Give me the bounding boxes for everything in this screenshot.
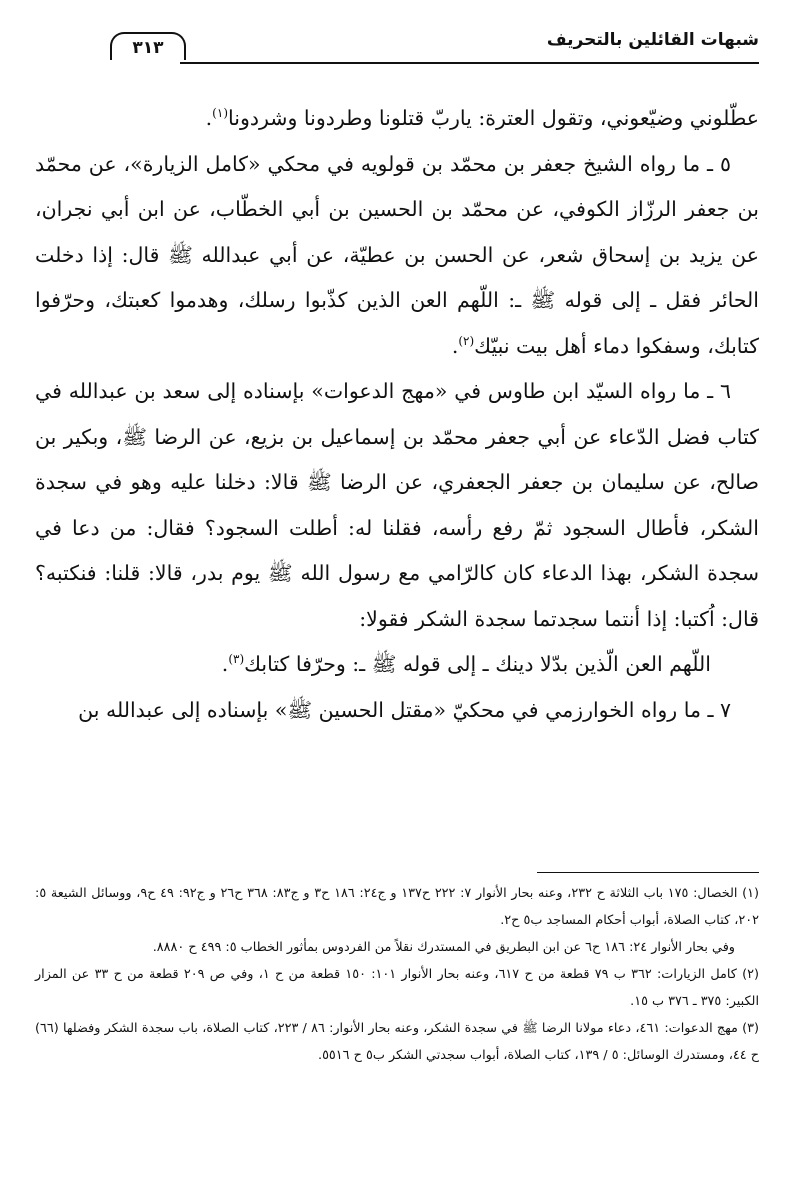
paragraph-1-text: عطّلوني وضيّعوني، وتقول العترة: ياربّ قتلونا وطردونا وشردونا xyxy=(228,106,759,130)
footnotes xyxy=(35,880,759,1069)
footnote-1-continuation: وفي بحار الأنوار ٢٤: ١٨٦ ح٦ عن ابن البطريق في المستدرك نقلاً من الفردوس بمأثور الخطاب ٥: ٤٩٩ ح ٨٨٨٠. xyxy=(152,940,735,955)
paragraph-1-end: . xyxy=(205,106,213,130)
paragraph-4-end: . xyxy=(221,652,229,676)
footnote-ref-1[interactable]: (١) xyxy=(212,106,228,121)
running-title: شبهات القائلين بالتحريف xyxy=(546,30,759,50)
running-header xyxy=(110,28,759,66)
paragraph-5: ٧ ـ ما رواه الخوارزمي في محكيّ «مقتل الحسين ﷺ» بإسناده إلى عبدالله بن xyxy=(78,697,731,722)
footnote-2: (٢) كامل الزيارات: ٣٦٢ ب ٧٩ قطعة من ح ٦١٧، وعنه بحار الأنوار ١٠١: ١٥٠ قطعة من ح ١، وفي ص ٢٠٩ قطعة من ح ٣٣ عن المزار الكبير: ٣٧٥ ـ ٣٧٦ ب ١٥. xyxy=(35,967,759,1009)
paragraph-4 xyxy=(35,642,759,688)
paragraph-1 xyxy=(35,96,759,142)
footnote-ref-3[interactable]: (٣) xyxy=(228,652,245,667)
paragraph-3: ٦ ـ ما رواه السيّد ابن طاوس في «مهج الدعوات» بإسناده إلى سعد بن عبدالله في كتاب فضل الدّعاء عن أبي جعفر محمّد بن إسماعيل بن بزيع، عن الرضا ﷺ، وبكير بن صالح، عن سليمان بن جعفر الجعفري، عن الرضا ﷺ قالا: دخلنا عليه وهو في سجدة الشكر، فأطال السجود ثمّ رفع رأسه، فقلنا له: أطلت السجود؟ فقال: من دعا في سجدة الشكر، بهذا الدعاء كان كالرّامي مع رسول الله ﷺ يوم بدر، قالا: قلنا: فنكتبه؟ قال: اُكتبا: إذا أنتما سجدتما سجدة الشكر فقولا: xyxy=(35,379,759,631)
paragraph-4-text: اللّهم العن الّذين بدّلا دينك ـ إلى قوله ﷺ ـ: وحرّفا كتابك xyxy=(244,652,711,676)
footnote-separator xyxy=(537,872,759,873)
paragraph-2-end: . xyxy=(451,333,459,358)
header-rule xyxy=(180,62,759,64)
footnote-ref-2[interactable]: (٢) xyxy=(458,333,475,348)
paragraph-2-text: ٥ ـ ما رواه الشيخ جعفر بن محمّد بن قولويه في محكي «كامل الزيارة»، عن محمّد بن جعفر الرزّاز الكوفي، عن محمّد بن الحسين بن أبي الخطّاب، عن ابن أبي نجران، عن يزيد بن إسحاق شعر، عن الحسن بن عطيّة، عن أبي عبدالله ﷺ قال: إذا دخلت الحائر فقل ـ إلى قوله ﷺ ـ: اللّهم العن الذين كذّبوا رسلك، وهدموا كعبتك، وحرّفوا كتابك، وسفكوا دماء أهل بيت نبيّك xyxy=(35,151,759,358)
paragraph-2 xyxy=(35,142,759,370)
main-text xyxy=(35,96,759,733)
footnote-3: (٣) مهج الدعوات: ٤٦١، دعاء مولانا الرضا ﷺ في سجدة الشكر، وعنه بحار الأنوار: ٨٦ / ٢٢٣، كتاب الصلاة، باب سجدة الشكر وفضلها (٦٦) ح ٤٤، ومستدرك الوسائل: ٥ / ١٣٩، كتاب الصلاة، أبواب سجدتي الشكر ب٥ ح ٥٥١٦. xyxy=(35,1021,759,1063)
page-number: ٣١٣ xyxy=(110,32,186,60)
footnote-1: (١) الخصال: ١٧٥ باب الثلاثة ح ٢٣٢، وعنه بحار الأنوار ٧: ٢٢٢ ح١٣٧ و ج٢٤: ١٨٦ ح٣ و ج٨٣: ٣٦٨ ح٢٦ و ج٩٢: ٤٩ ح٩، ووسائل الشيعة ٥: ٢٠٢، كتاب الصلاة، أبواب أحكام المساجد ب٥ ح٢. xyxy=(35,886,759,928)
